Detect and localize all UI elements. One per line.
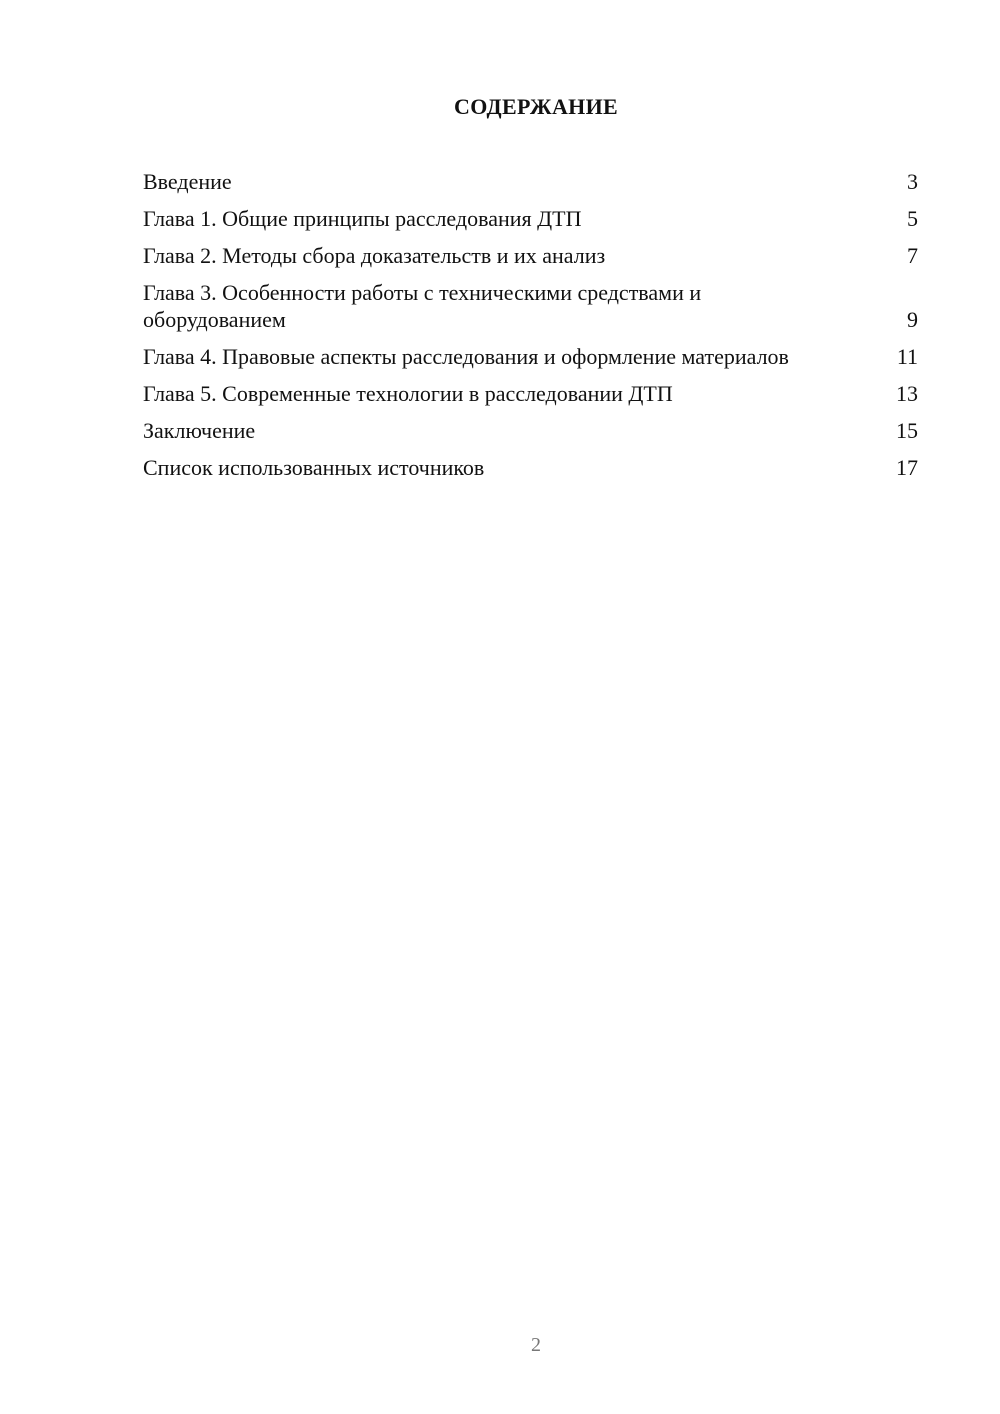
toc-entry-chapter-2 — [143, 242, 918, 269]
toc-entry-chapter-3 — [143, 279, 918, 333]
toc-entry-page: 17 — [896, 455, 918, 480]
toc-entry-text: Заключение — [143, 418, 256, 443]
toc-entry-text: Глава 5. Современные технологии в расследовании ДТП — [143, 381, 673, 406]
toc-entry-conclusion — [143, 417, 918, 444]
toc-entry-text: Глава 4. Правовые аспекты расследования и оформление материалов — [143, 344, 789, 369]
toc-entry-text: Глава 2. Методы сбора доказательств и их анализ — [143, 243, 606, 268]
toc-entry-introduction — [143, 168, 918, 195]
toc-entry-text: Глава 1. Общие принципы расследования ДТП — [143, 206, 582, 231]
table-of-contents — [143, 168, 918, 491]
toc-entry-page: 7 — [907, 243, 918, 268]
toc-entry-page: 13 — [896, 381, 918, 406]
toc-entry-chapter-4 — [143, 343, 918, 370]
toc-entry-page: 9 — [907, 307, 918, 332]
toc-entry-page: 11 — [896, 344, 918, 369]
toc-entry-chapter-1 — [143, 205, 918, 232]
toc-entry-page: 15 — [896, 418, 918, 443]
toc-entry-page: 5 — [907, 206, 918, 231]
page-title: СОДЕРЖАНИЕ — [454, 94, 618, 119]
page-number: 2 — [531, 1334, 541, 1356]
toc-entry-text: Глава 3. Особенности работы с техническими средствами и оборудованием — [143, 280, 702, 332]
toc-entry-text: Список использованных источников — [143, 455, 485, 480]
toc-entry-text: Введение — [143, 169, 232, 194]
toc-entry-references — [143, 454, 918, 481]
toc-entry-page: 3 — [907, 169, 918, 194]
toc-entry-chapter-5 — [143, 380, 918, 407]
